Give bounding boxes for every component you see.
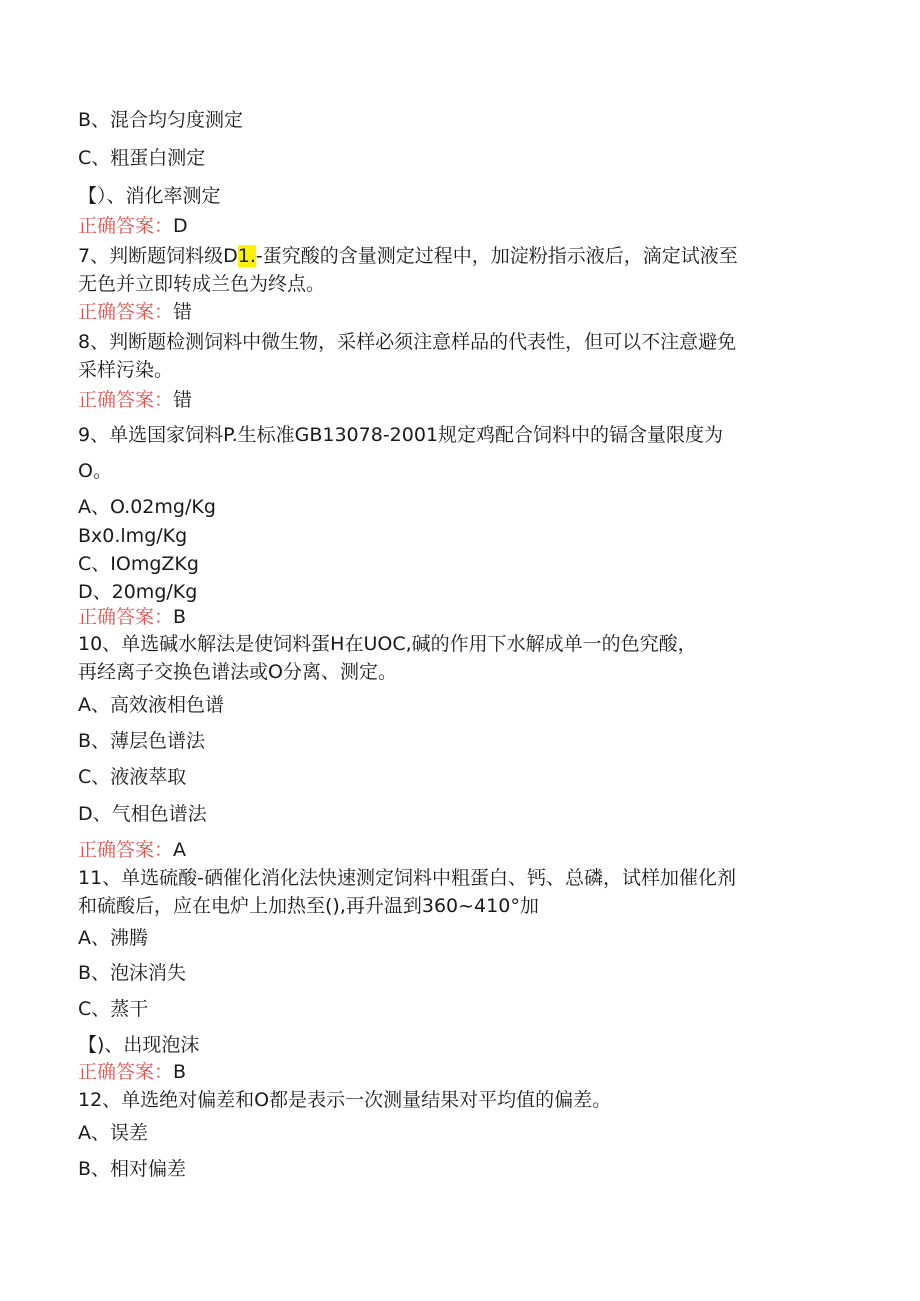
option-d-digestibility: 【）、消化率测定 <box>78 185 221 207</box>
question-9-line-1: 9、单选国家饲料P.生标准GB13078-2001规定鸡配合饲料中的镉含量限度为 <box>78 424 724 446</box>
question-8-line-1: 8、判断题检测饲料中微生物，采样必须注意样品的代表性，但可以不注意避免 <box>78 331 737 353</box>
question-10-line-1: 10、单选碱水解法是使饲料蛋H在UOC,碱的作用下水解成单一的色究酸， <box>78 633 697 655</box>
option-a: A、高效液相色谱 <box>78 694 224 716</box>
option-b: Bx0.lmg∕Kg <box>78 525 188 547</box>
question-10-line-2: 再经离子交换色谱法或O分离、测定。 <box>78 661 397 683</box>
option-d: D、气相色谱法 <box>78 803 207 825</box>
highlight-mark: 1. <box>237 245 256 267</box>
question-12-line-1: 12、单选绝对偏差和O都是表示一次测量结果对平均值的偏差。 <box>78 1089 612 1111</box>
option-a: A、误差 <box>78 1122 148 1144</box>
option-c: C、液液萃取 <box>78 766 187 788</box>
answer-value: B <box>173 606 187 628</box>
question-7-pre: 7、判断题饲料级D <box>78 245 238 267</box>
option-b: B、薄层色谱法 <box>78 730 206 752</box>
answer-value: D <box>173 215 188 237</box>
answer-value: B <box>173 1061 187 1083</box>
option-c: C、IOmgZKg <box>78 553 199 575</box>
answer-value: A <box>173 839 187 861</box>
answer-line <box>78 300 192 324</box>
answer-label: 正确答案： <box>78 389 174 411</box>
answer-label: 正确答案： <box>78 215 174 237</box>
question-7-line-2: 无色并立即转成兰色为终点。 <box>78 273 326 295</box>
option-a: A、O.02mg∕Kg <box>78 496 216 518</box>
answer-line <box>78 605 186 629</box>
answer-value: 错 <box>173 301 193 323</box>
option-b: B、泡沫消失 <box>78 962 187 984</box>
question-7-line-1 <box>78 244 738 268</box>
answer-label: 正确答案： <box>78 839 174 861</box>
question-11-line-2: 和硫酸后，应在电炉上加热至(),再升温到360~410°加 <box>78 895 539 917</box>
option-b-mixing-uniformity: B、混合均匀度测定 <box>78 109 244 131</box>
answer-line <box>78 838 186 862</box>
question-8-line-2: 采样污染。 <box>78 359 174 381</box>
option-b: B、相对偏差 <box>78 1158 187 1180</box>
option-c: C、蒸干 <box>78 998 149 1020</box>
answer-line <box>78 388 192 412</box>
answer-label: 正确答案： <box>78 606 174 628</box>
answer-value: 错 <box>173 389 193 411</box>
question-9-line-2: O。 <box>78 460 112 482</box>
question-7-post: -蛋究酸的含量测定过程中，加淀粉指示液后，滴定试液至 <box>255 245 738 267</box>
option-d: 【)、出现泡沫 <box>78 1034 200 1056</box>
option-c-crude-protein: C、粗蛋白测定 <box>78 147 206 169</box>
answer-label: 正确答案： <box>78 1061 174 1083</box>
option-d: D、20mg∕Kg <box>78 581 198 603</box>
option-a: A、沸腾 <box>78 927 148 949</box>
answer-line <box>78 1060 186 1084</box>
answer-label: 正确答案： <box>78 301 174 323</box>
answer-line <box>78 214 188 238</box>
question-11-line-1: 11、单选硫酸-硒催化消化法快速测定饲料中粗蛋白、钙、总磷，试样加催化剂 <box>78 867 737 889</box>
